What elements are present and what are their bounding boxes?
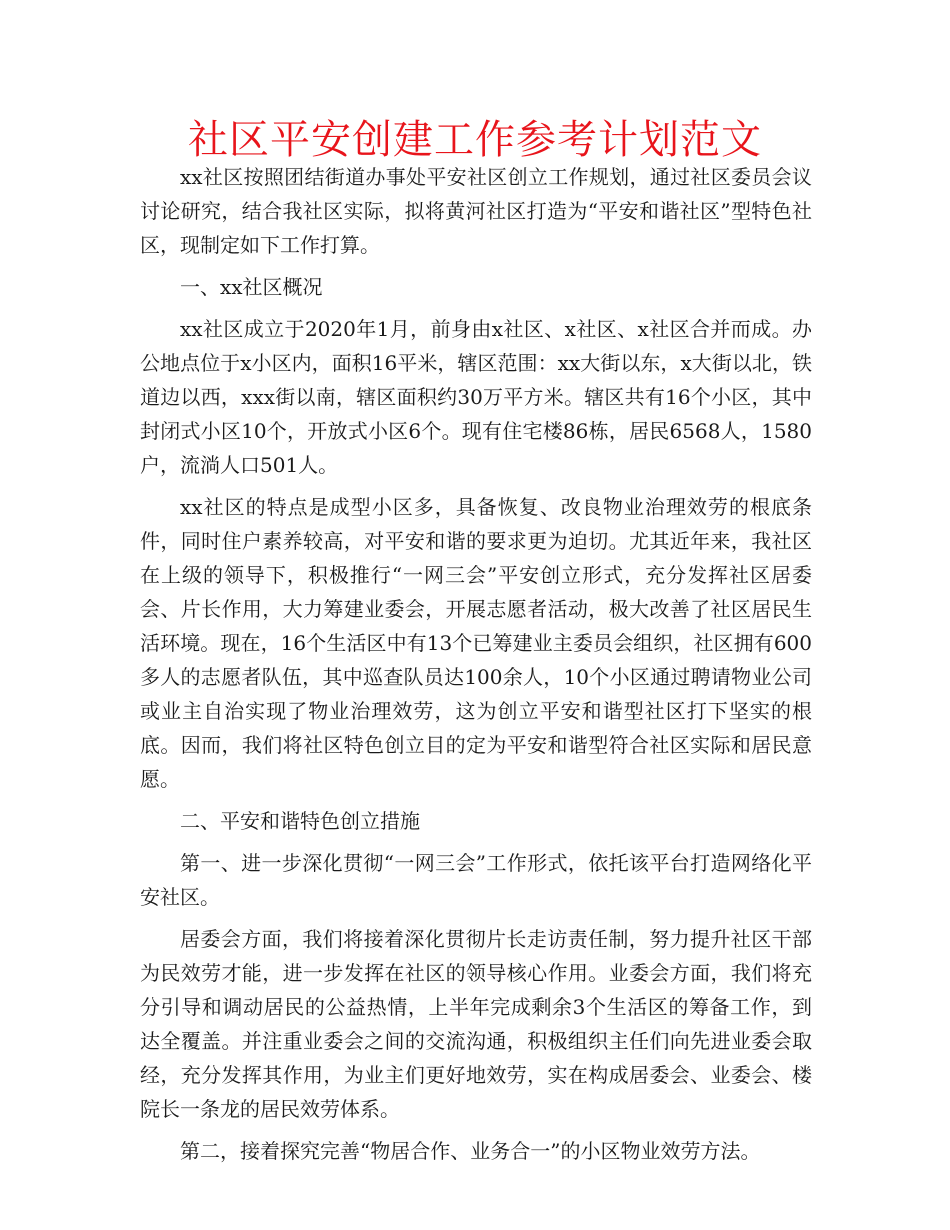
section-heading-2: 二、平安和谐特色创立措施	[180, 809, 420, 833]
document-title: 社区平安创建工作参考计划范文	[188, 117, 762, 163]
paragraph-measure-1: 第一、进一步深化贯彻“一网三会”工作形式，依托该平台打造网络化平安社区。	[140, 851, 812, 909]
paragraph-committee: 居委会方面，我们将接着深化贯彻片长走访责任制，努力提升社区干部为民效劳才能，进一步发挥在社区的领导核心作用。业委会方面，我们将充分引导和调动居民的公益热情，上半年完成剩余3个生活区的筹备工作，到达全覆盖。并注重业委会之间的交流沟通，积极组织主任们向先进业委会取经，充分发挥其作用，为业主们更好地效劳，实在构成居委会、业委会、楼院长一条龙的居民效劳体系。	[140, 927, 812, 1121]
paragraph-features: xx社区的特点是成型小区多，具备恢复、改良物业治理效劳的根底条件，同时住户素养较高，对平安和谐的要求更为迫切。尤其近年来，我社区在上级的领导下，积极推行“一网三会”平安创立形式，充分发挥社区居委会、片长作用，大力筹建业委会，开展志愿者活动，极大改善了社区居民生活环境。现在，16个生活区中有13个已筹建业主委员会组织，社区拥有600多人的志愿者队伍，其中巡查队员达100余人，10个小区通过聘请物业公司或业主自治实现了物业治理效劳，这为创立平安和谐型社区打下坚实的根底。因而，我们将社区特色创立目的定为平安和谐型符合社区实际和居民意愿。	[140, 495, 812, 791]
paragraph-intro: xx社区按照团结街道办事处平安社区创立工作规划，通过社区委员会议讨论研究，结合我社区实际，拟将黄河社区打造为“平安和谐社区”型特色社区，现制定如下工作打算。	[140, 165, 812, 257]
paragraph-overview: xx社区成立于2020年1月，前身由x社区、x社区、x社区合并而成。办公地点位于x小区内，面积16平米，辖区范围：xx大街以东，x大街以北，铁道边以西，xxx街以南，辖区面积约30万平方米。辖区共有16个小区，其中封闭式小区10个，开放式小区6个。现有住宅楼86栋，居民6568人，1580户，流淌人口501人。	[140, 317, 812, 477]
document-body	[140, 160, 812, 1176]
section-heading-1: 一、xx社区概况	[180, 275, 323, 299]
paragraph-measure-2: 第二，接着探究完善“物居合作、业务合一”的小区物业效劳方法。	[180, 1139, 761, 1163]
